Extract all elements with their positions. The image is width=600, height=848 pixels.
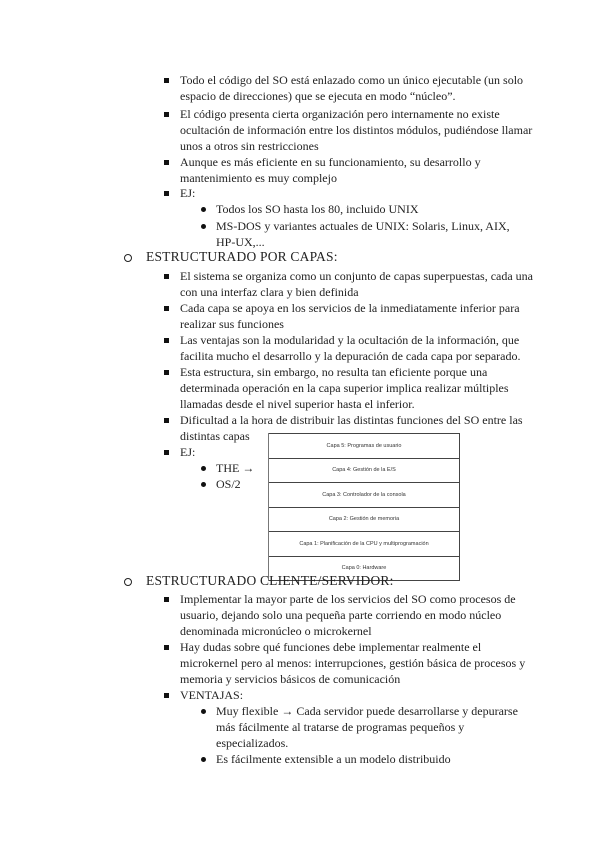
square-bullet-icon [164,191,169,196]
layer-1: Capa 1: Planificación de la CPU y multiprogramación [269,531,459,556]
dot-bullet-icon [201,757,206,762]
square-bullet-icon [164,78,169,83]
list-item: Es fácilmente extensible a un modelo distribuido [216,751,526,767]
list-item: THE → [216,460,264,476]
list-item: Dificultad a la hora de distribuir las distintas funciones del SO entre las distintas capas [180,412,540,444]
circle-bullet-icon [124,254,132,262]
list-item: EJ: [180,444,540,460]
list-item: Hay dudas sobre qué funciones debe implementar realmente el microkernel pero al menos: interrupciones, gestión básica de procesos y memoria y servicios básicos de comunicación [180,639,540,687]
circle-bullet-icon [124,578,132,586]
square-bullet-icon [164,418,169,423]
list-item: Todo el código del SO está enlazado como un único ejecutable (un solo espacio de direcciones) que se ejecuta en modo “núcleo”. [180,72,540,104]
list-item: El código presenta cierta organización pero internamente no existe ocultación de información entre los distintos módulos, pudiéndose llamar unos a otros sin restricciones [180,106,540,154]
square-bullet-icon [164,274,169,279]
square-bullet-icon [164,112,169,117]
layer-5: Capa 5: Programas de usuario [269,433,459,458]
list-item: EJ: [180,185,540,201]
square-bullet-icon [164,370,169,375]
square-bullet-icon [164,693,169,698]
layers-diagram [268,433,460,581]
dot-bullet-icon [201,224,206,229]
layer-0: Capa 0: Hardware [269,556,459,582]
square-bullet-icon [164,597,169,602]
list-item: Aunque es más eficiente en su funcionamiento, su desarrollo y mantenimiento es muy complejo [180,154,540,186]
square-bullet-icon [164,450,169,455]
list-item: Esta estructura, sin embargo, no resulta tan eficiente porque una determinada operación en la capa superior implica realizar múltiples llamadas desde el nivel superior hasta el inferior. [180,364,540,412]
list-item: VENTAJAS: [180,687,540,703]
list-item: Cada capa se apoya en los servicios de la inmediatamente inferior para realizar sus funciones [180,300,540,332]
section-heading: ESTRUCTURADO CLIENTE/SERVIDOR: [146,573,566,589]
list-item: OS/2 [216,476,264,492]
square-bullet-icon [164,338,169,343]
square-bullet-icon [164,306,169,311]
list-item: Las ventajas son la modularidad y la ocultación de la información, que facilita mucho el desarrollo y la depuración de cada capa por separado. [180,332,540,364]
layer-2: Capa 2: Gestión de memoria [269,507,459,532]
dot-bullet-icon [201,482,206,487]
section-heading: ESTRUCTURADO POR CAPAS: [146,249,566,265]
list-item: Todos los SO hasta los 80, incluido UNIX [216,201,526,217]
list-item: Implementar la mayor parte de los servicios del SO como procesos de usuario, dejando solo una pequeña parte corriendo en modo núcleo denominada micronúcleo o microkernel [180,591,540,639]
dot-bullet-icon [201,207,206,212]
square-bullet-icon [164,160,169,165]
list-item: MS-DOS y variantes actuales de UNIX: Solaris, Linux, AIX, HP-UX,... [216,218,526,250]
dot-bullet-icon [201,466,206,471]
layer-3: Capa 3: Controlador de la consola [269,482,459,507]
dot-bullet-icon [201,709,206,714]
list-item: El sistema se organiza como un conjunto de capas superpuestas, cada una con una interfaz clara y bien definida [180,268,540,300]
layer-4: Capa 4: Gestión de la E/S [269,458,459,483]
square-bullet-icon [164,645,169,650]
list-item: Muy flexible → Cada servidor puede desarrollarse y depurarse más fácilmente al tratarse de programas pequeños y especializados. [216,703,526,751]
